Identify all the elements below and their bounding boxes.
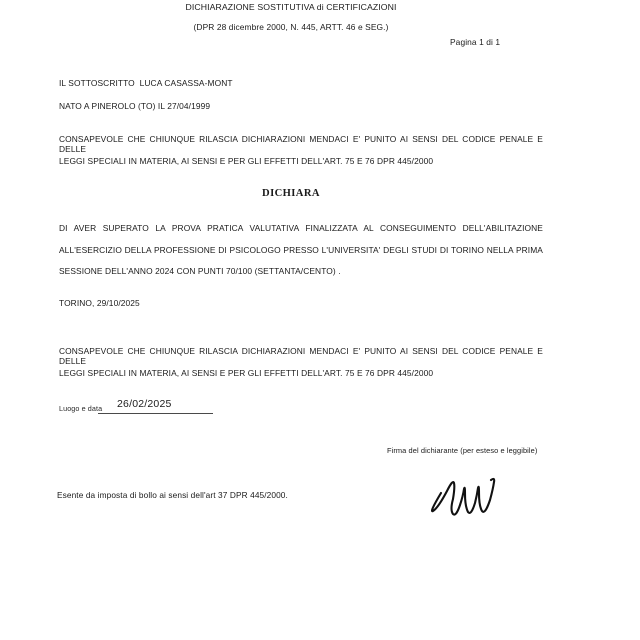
document-subtitle: (DPR 28 dicembre 2000, N. 445, ARTT. 46 e SEG.) bbox=[193, 21, 389, 32]
place-date-line: TORINO, 29/10/2025 bbox=[59, 297, 140, 308]
declaration-body-line: DI AVER SUPERATO LA PROVA PRATICA VALUTATIVA FINALIZZATA AL CONSEGUIMENTO DELL'ABILITAZIONE bbox=[59, 223, 543, 233]
document-title: DICHIARAZIONE SOSTITUTIVA di CERTIFICAZIONI bbox=[185, 2, 397, 12]
date-field-value: 26/02/2025 bbox=[117, 398, 172, 410]
warning-paragraph-line: LEGGI SPECIALI IN MATERIA, AI SENSI E PER GLI EFFETTI DELL'ART. 75 E 76 DPR 445/2000 bbox=[59, 156, 434, 166]
warning-paragraph-line: LEGGI SPECIALI IN MATERIA, AI SENSI E PER GLI EFFETTI DELL'ART. 75 E 76 DPR 445/2000 bbox=[59, 367, 434, 378]
warning-paragraph-line: CONSAPEVOLE CHE CHIUNQUE RILASCIA DICHIARAZIONI MENDACI E' PUNITO AI SENSI DEL CODICE PENALE E DELLE bbox=[59, 346, 543, 366]
dichiara-heading: DICHIARA bbox=[262, 188, 320, 199]
signature-icon bbox=[426, 474, 496, 522]
declarant-birth-line: NATO A PINEROLO (TO) IL 27/04/1999 bbox=[59, 100, 211, 111]
declarant-name-line: IL SOTTOSCRITTO LUCA CASASSA-MONT bbox=[59, 78, 233, 88]
luogo-e-data-label: Luogo e data bbox=[59, 404, 103, 413]
signature-caption: Firma del dichiarante (per esteso e leggibile) bbox=[387, 445, 538, 455]
declaration-body-line: ALL'ESERCIZIO DELLA PROFESSIONE DI PSICOLOGO PRESSO L'UNIVERSITA' DEGLI STUDI DI TORINO NELLA PRIMA bbox=[59, 244, 543, 255]
page-indicator: Pagina 1 di 1 bbox=[450, 37, 501, 47]
signature-scribble bbox=[426, 474, 496, 527]
warning-paragraph-line: CONSAPEVOLE CHE CHIUNQUE RILASCIA DICHIARAZIONI MENDACI E' PUNITO AI SENSI DEL CODICE PENALE E DELLE bbox=[59, 134, 543, 154]
date-underline bbox=[98, 413, 213, 414]
declaration-body-line: SESSIONE DELL'ANNO 2024 CON PUNTI 70/100 (SETTANTA/CENTO) . bbox=[59, 265, 341, 276]
stamp-exemption-note: Esente da imposta di bollo ai sensi dell'art 37 DPR 445/2000. bbox=[57, 489, 288, 500]
